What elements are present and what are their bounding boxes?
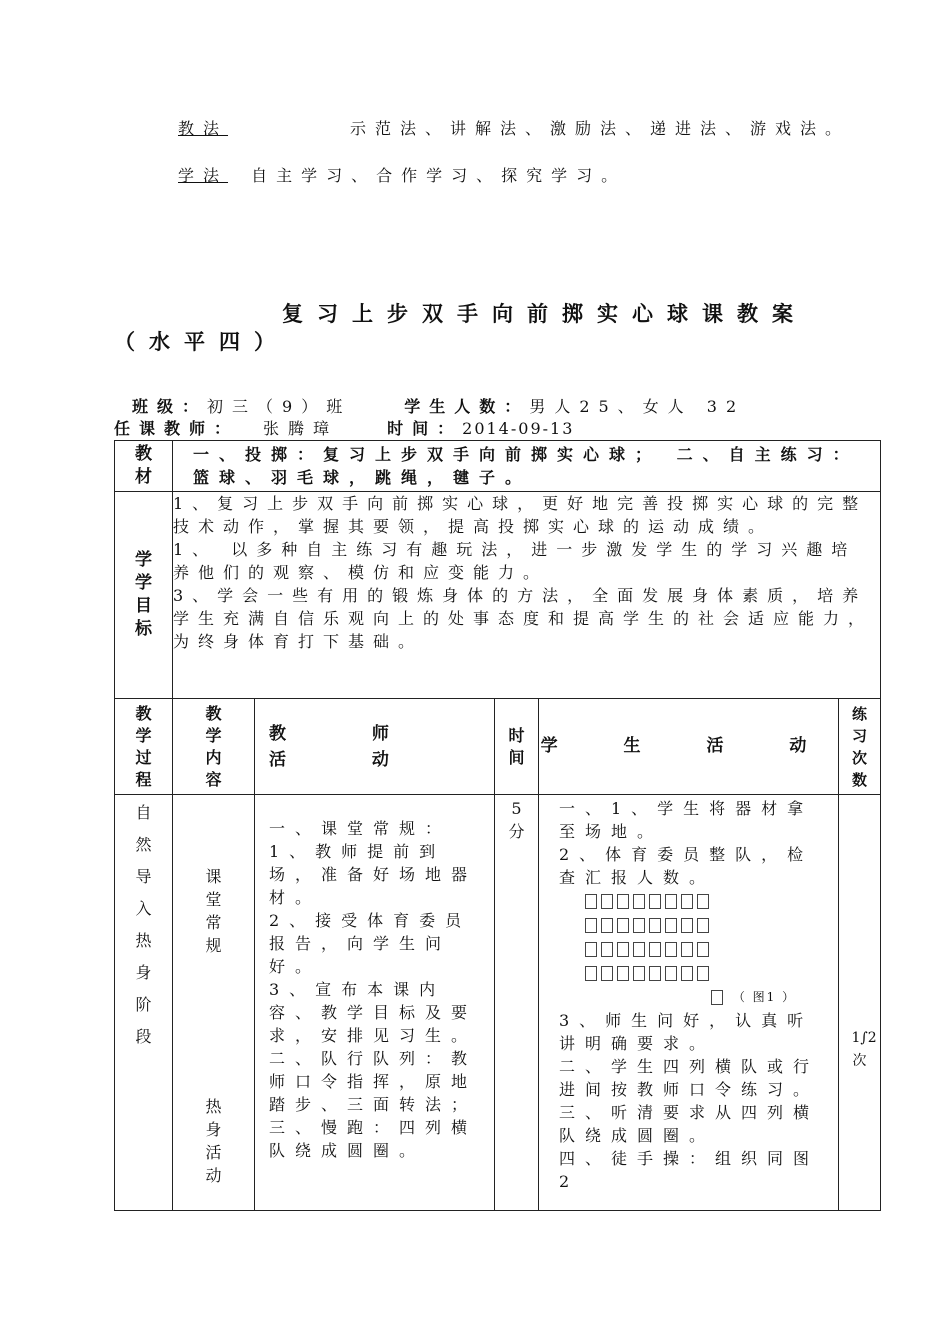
teacher-activity-item: 二、队行队列：教师口令指挥，原地踏步、三面转法；	[269, 1049, 478, 1114]
process-cell: 自然导入热身阶段	[115, 795, 173, 1211]
teacher-info-line	[114, 418, 574, 440]
teacher-activity-cell	[255, 795, 495, 1211]
teacher-value: 张腾璋	[263, 419, 339, 438]
student-activity-item: 2、体育委员整队，检查汇报人数。	[559, 845, 814, 887]
objective-label: 学学目标	[135, 550, 152, 639]
teach-method-label: 教法	[178, 119, 229, 138]
content-routine: 课堂常规	[205, 867, 222, 955]
class-info-line	[132, 396, 745, 418]
formation-diagram	[559, 889, 828, 1009]
learn-method-line	[178, 164, 626, 188]
formation-row	[585, 961, 828, 985]
teacher-marker	[711, 990, 723, 1005]
teach-method-text: 示范法、讲解法、激励法、递进法、游戏法。	[350, 119, 851, 138]
student-count-value: 男人25、女人 32	[529, 397, 746, 416]
practice-cell: 1∫2次	[839, 795, 881, 1211]
student-activity-item: 四、徒手操：组织同图 2	[559, 1149, 820, 1191]
lesson-plan-table	[114, 440, 881, 1211]
objective-item: 1、复习上步双手向前掷实心球，更好地完善投掷实心球的完整技术动作，掌握其要领，提高投掷实心球的运动成绩。	[173, 494, 868, 536]
content-warmup: 热身活动	[205, 1097, 222, 1185]
learn-method-label: 学法	[178, 166, 229, 185]
teacher-activity-item: 3、宣布本课内容、教学目标及要求，安排见习生。	[269, 980, 478, 1045]
header-practice: 练习次数	[839, 699, 881, 795]
student-activity-item: 3、师生问好，认真听讲明确要求。	[559, 1011, 814, 1053]
header-teacher-activity: 教 师 活 动	[255, 699, 495, 795]
header-student-activity: 学 生 活 动	[539, 699, 839, 795]
formation-row	[585, 913, 828, 937]
page-title: 复习上步双手向前掷实心球课教案（水平四）	[114, 301, 807, 354]
student-activity-cell	[539, 795, 839, 1211]
teacher-activity-item: 一、课堂常规：	[269, 819, 452, 838]
student-activity-item: 三、听清要求从四列横队绕成圆圈。	[559, 1103, 820, 1145]
class-value: 初三（9）班	[207, 397, 352, 416]
objective-item: 1、 以多种自主练习有趣玩法，进一步激发学生的学习兴趣培养他们的观察、模仿和应变能力。	[173, 540, 857, 582]
objective-item: 3、学会一些有用的锻炼身体的方法，全面发展身体素质，培养学生充满自信乐观向上的处事态度和提高学生的社会适应能力，为终身体育打下基础。	[173, 586, 874, 651]
material-label-cell	[115, 441, 173, 492]
time-value: 2014-09-13	[462, 419, 575, 438]
objectives-cell	[173, 492, 881, 699]
header-process: 教学过程	[115, 699, 173, 795]
header-time: 时间	[495, 699, 539, 795]
time-label: 时间：	[387, 419, 463, 438]
student-activity-item: 一、1、学生将器材拿至场地。	[559, 799, 814, 841]
header-content: 教学内容	[173, 699, 255, 795]
teacher-activity-item: 1、教师提前到场，准备好场地器材。	[269, 842, 478, 907]
formation-row	[585, 889, 828, 913]
content-cell	[173, 795, 255, 1211]
formation-caption	[585, 985, 828, 1009]
material-text: 一、投掷：复习上步双手向前掷实心球； 二、自主练习：篮球、羽毛球，跳绳，毽子。	[173, 441, 881, 492]
student-activity-item: 二、学生四列横队或行进间按教师口令练习。	[559, 1057, 820, 1099]
objective-label-cell	[115, 492, 173, 699]
figure-label: （ 图1 ）	[732, 990, 797, 1004]
teacher-label: 任课教师：	[114, 419, 240, 438]
formation-row	[585, 937, 828, 961]
class-label: 班级：	[132, 397, 208, 416]
student-count-label: 学生人数：	[404, 397, 530, 416]
material-label: 教材	[135, 444, 152, 487]
learn-method-text: 自主学习、合作学习、探究学习。	[251, 166, 627, 185]
teacher-activity-item: 2、接受体育委员报告，向学生问好。	[269, 911, 472, 976]
teacher-activity-item: 三、慢跑：四列横队绕成圆圈。	[269, 1118, 478, 1160]
time-cell: 5分	[495, 795, 539, 1211]
